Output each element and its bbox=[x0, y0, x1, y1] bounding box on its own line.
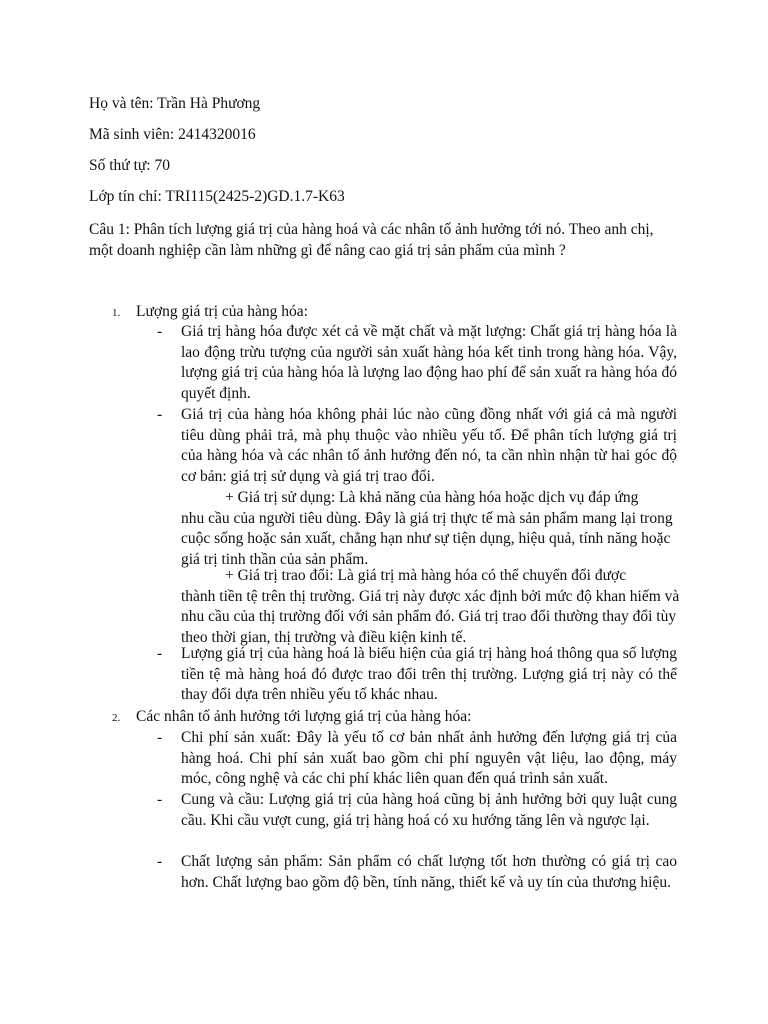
bullet-text: Chi phí sản xuất: Đây là yếu tố cơ bản nhất ảnh hưởng đến lượng giá trị của hàng hoá. Chi phí sản xuất bao gồm chi phí nguyên vật liệu, lao động, máy móc, công nghệ và các chi phí khác liên quan đến quá trình sản xuất. bbox=[181, 729, 677, 787]
list-item bbox=[157, 322, 682, 404]
section-number: 1. bbox=[112, 307, 121, 319]
student-name: Họ và tên: Trần Hà Phương bbox=[89, 95, 261, 112]
sub-item-lead: + Giá trị sử dụng: Là khả năng của hàng hóa hoặc dịch vụ đáp ứng bbox=[225, 489, 639, 506]
list-item bbox=[157, 728, 682, 790]
class-code: Lớp tín chỉ: TRI115(2425-2)GD.1.7-K63 bbox=[89, 188, 345, 205]
list-item bbox=[157, 852, 682, 893]
section-title: Các nhân tố ảnh hưởng tới lượng giá trị của hàng hóa: bbox=[136, 708, 472, 725]
section-number: 2. bbox=[112, 712, 121, 724]
bullet-text: Giá trị hàng hóa được xét cả về mặt chất và mặt lượng: Chất giá trị hàng hóa là lao động trừu tượng của người sản xuất hàng hóa kết tinh trong hàng hóa. Vậy, lượng giá trị của hàng hóa là lượng lao động hao phí để sản xuất ra hàng hóa đó quyết định. bbox=[181, 323, 677, 402]
bullet-text: Giá trị của hàng hóa không phải lúc nào cũng đồng nhất với giá cả mà người tiêu dùng phải trả, mà phụ thuộc vào nhiều yếu tố. Để phân tích lượng giá trị của hàng hóa và các nhân tố ảnh hưởng đến nó, ta cần nhìn nhận từ hai góc độ cơ bản: giá trị sử dụng và giá trị trao đổi. bbox=[181, 406, 677, 485]
sub-item bbox=[181, 488, 681, 570]
list-item bbox=[157, 790, 682, 831]
sub-item bbox=[181, 566, 681, 648]
order-number: Số thứ tự: 70 bbox=[89, 157, 170, 174]
section-title: Lượng giá trị của hàng hóa: bbox=[136, 303, 308, 320]
bullet-marker: - bbox=[157, 323, 163, 340]
bullet-text: Lượng giá trị của hàng hoá là biểu hiện của giá trị hàng hoá thông qua số lượng tiền tệ mà hàng hoá đó được trao đổi trên thị trường. Lượng giá trị này có thể thay đổi dựa trên nhiều yếu tố khác nhau. bbox=[181, 645, 677, 703]
bullet-text: Cung và cầu: Lượng giá trị của hàng hoá cũng bị ảnh hưởng bởi quy luật cung cầu. Khi cầu vượt cung, giá trị hàng hoá có xu hướng tăng lên và ngược lại. bbox=[181, 791, 677, 829]
list-item bbox=[157, 644, 682, 706]
sub-item-text: thành tiền tệ trên thị trường. Giá trị này được xác định bởi mức độ khan hiếm và nhu cầu của thị trường đối với sản phẩm đó. Giá trị trao đổi thường thay đổi tùy theo thời gian, thị trường và điều kiện kinh tế. bbox=[181, 587, 680, 646]
bullet-marker: - bbox=[157, 729, 163, 746]
sub-item-text: nhu cầu của người tiêu dùng. Đây là giá trị thực tế mà sản phẩm mang lại trong cuộc sống hoặc sản xuất, chẳng hạn như sự tiện dụng, hiệu quả, tính năng hoặc giá trị tinh thần của sản phẩm. bbox=[181, 509, 673, 568]
bullet-marker: - bbox=[157, 853, 163, 870]
sub-item-lead: + Giá trị trao đổi: Là giá trị mà hàng hóa có thể chuyển đổi được bbox=[225, 567, 627, 584]
bullet-text: Chất lượng sản phẩm: Sản phẩm có chất lượng tốt hơn thường có giá trị cao hơn. Chất lượng bao gồm độ bền, tính năng, thiết kế và uy tín của thương hiệu. bbox=[181, 853, 677, 891]
question-text: Câu 1: Phân tích lượng giá trị của hàng hoá và các nhân tố ảnh hưởng tới nó. Theo anh chị, một doanh nghiệp cần làm những gì để nâng cao giá trị sản phẩm của mình ? bbox=[89, 221, 654, 259]
student-id: Mã sinh viên: 2414320016 bbox=[89, 126, 256, 143]
bullet-marker: - bbox=[157, 791, 163, 808]
bullet-marker: - bbox=[157, 645, 163, 662]
bullet-marker: - bbox=[157, 406, 163, 423]
list-item bbox=[157, 405, 682, 487]
